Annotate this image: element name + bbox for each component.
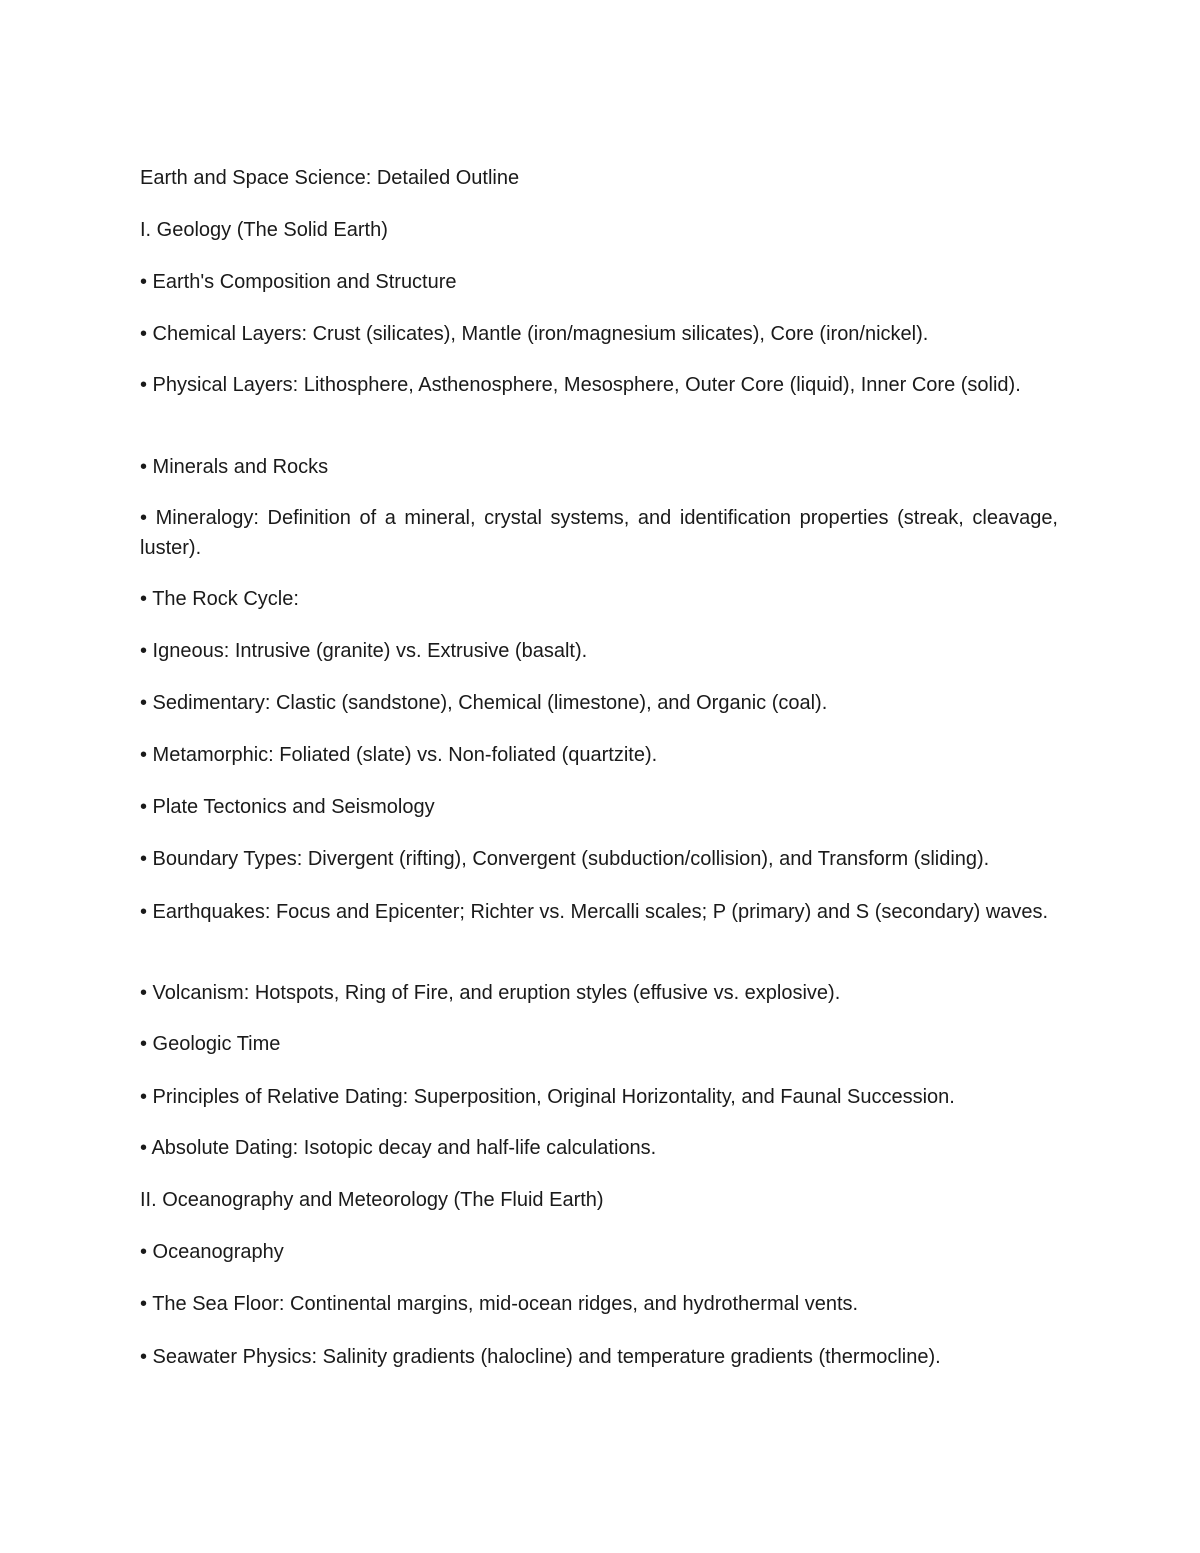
outline-item-sedimentary: • Sedimentary: Clastic (sandstone), Chemical (limestone), and Organic (coal). <box>140 692 828 714</box>
outline-item-metamorphic: • Metamorphic: Foliated (slate) vs. Non-foliated (quartzite). <box>140 744 658 766</box>
outline-item-seawater-physics: • Seawater Physics: Salinity gradients (halocline) and temperature gradients (thermocline). <box>140 1346 941 1368</box>
outline-item-composition-structure: • Earth's Composition and Structure <box>140 271 457 293</box>
outline-item-physical-layers: • Physical Layers: Lithosphere, Asthenosphere, Mesosphere, Outer Core (liquid), Inner Core (solid). <box>140 374 1021 396</box>
section-heading-oceanography-meteorology: II. Oceanography and Meteorology (The Fluid Earth) <box>140 1189 604 1211</box>
outline-item-absolute-dating: • Absolute Dating: Isotopic decay and half-life calculations. <box>140 1137 657 1159</box>
outline-item-rock-cycle: • The Rock Cycle: <box>140 588 299 610</box>
outline-item-plate-tectonics: • Plate Tectonics and Seismology <box>140 796 435 818</box>
document-title: Earth and Space Science: Detailed Outline <box>140 167 520 189</box>
outline-item-oceanography: • Oceanography <box>140 1241 284 1263</box>
outline-item-mineralogy: • Mineralogy: Definition of a mineral, crystal systems, and identification properties (streak, cleavage, luster). <box>140 507 1058 559</box>
outline-item-earthquakes: • Earthquakes: Focus and Epicenter; Richter vs. Mercalli scales; P (primary) and S (secondary) waves. <box>140 901 1049 923</box>
outline-item-relative-dating: • Principles of Relative Dating: Superposition, Original Horizontality, and Faunal Succession. <box>140 1086 955 1108</box>
outline-item-minerals-rocks: • Minerals and Rocks <box>140 456 329 478</box>
outline-item-boundary-types: • Boundary Types: Divergent (rifting), Convergent (subduction/collision), and Transform (sliding). <box>140 848 990 870</box>
section-heading-geology: I. Geology (The Solid Earth) <box>140 219 388 241</box>
outline-item-volcanism: • Volcanism: Hotspots, Ring of Fire, and eruption styles (effusive vs. explosive). <box>140 982 841 1004</box>
outline-item-chemical-layers: • Chemical Layers: Crust (silicates), Mantle (iron/magnesium silicates), Core (iron/nickel). <box>140 323 929 345</box>
outline-item-sea-floor: • The Sea Floor: Continental margins, mid-ocean ridges, and hydrothermal vents. <box>140 1293 859 1315</box>
outline-item-igneous: • Igneous: Intrusive (granite) vs. Extrusive (basalt). <box>140 640 588 662</box>
outline-item-geologic-time: • Geologic Time <box>140 1033 281 1055</box>
